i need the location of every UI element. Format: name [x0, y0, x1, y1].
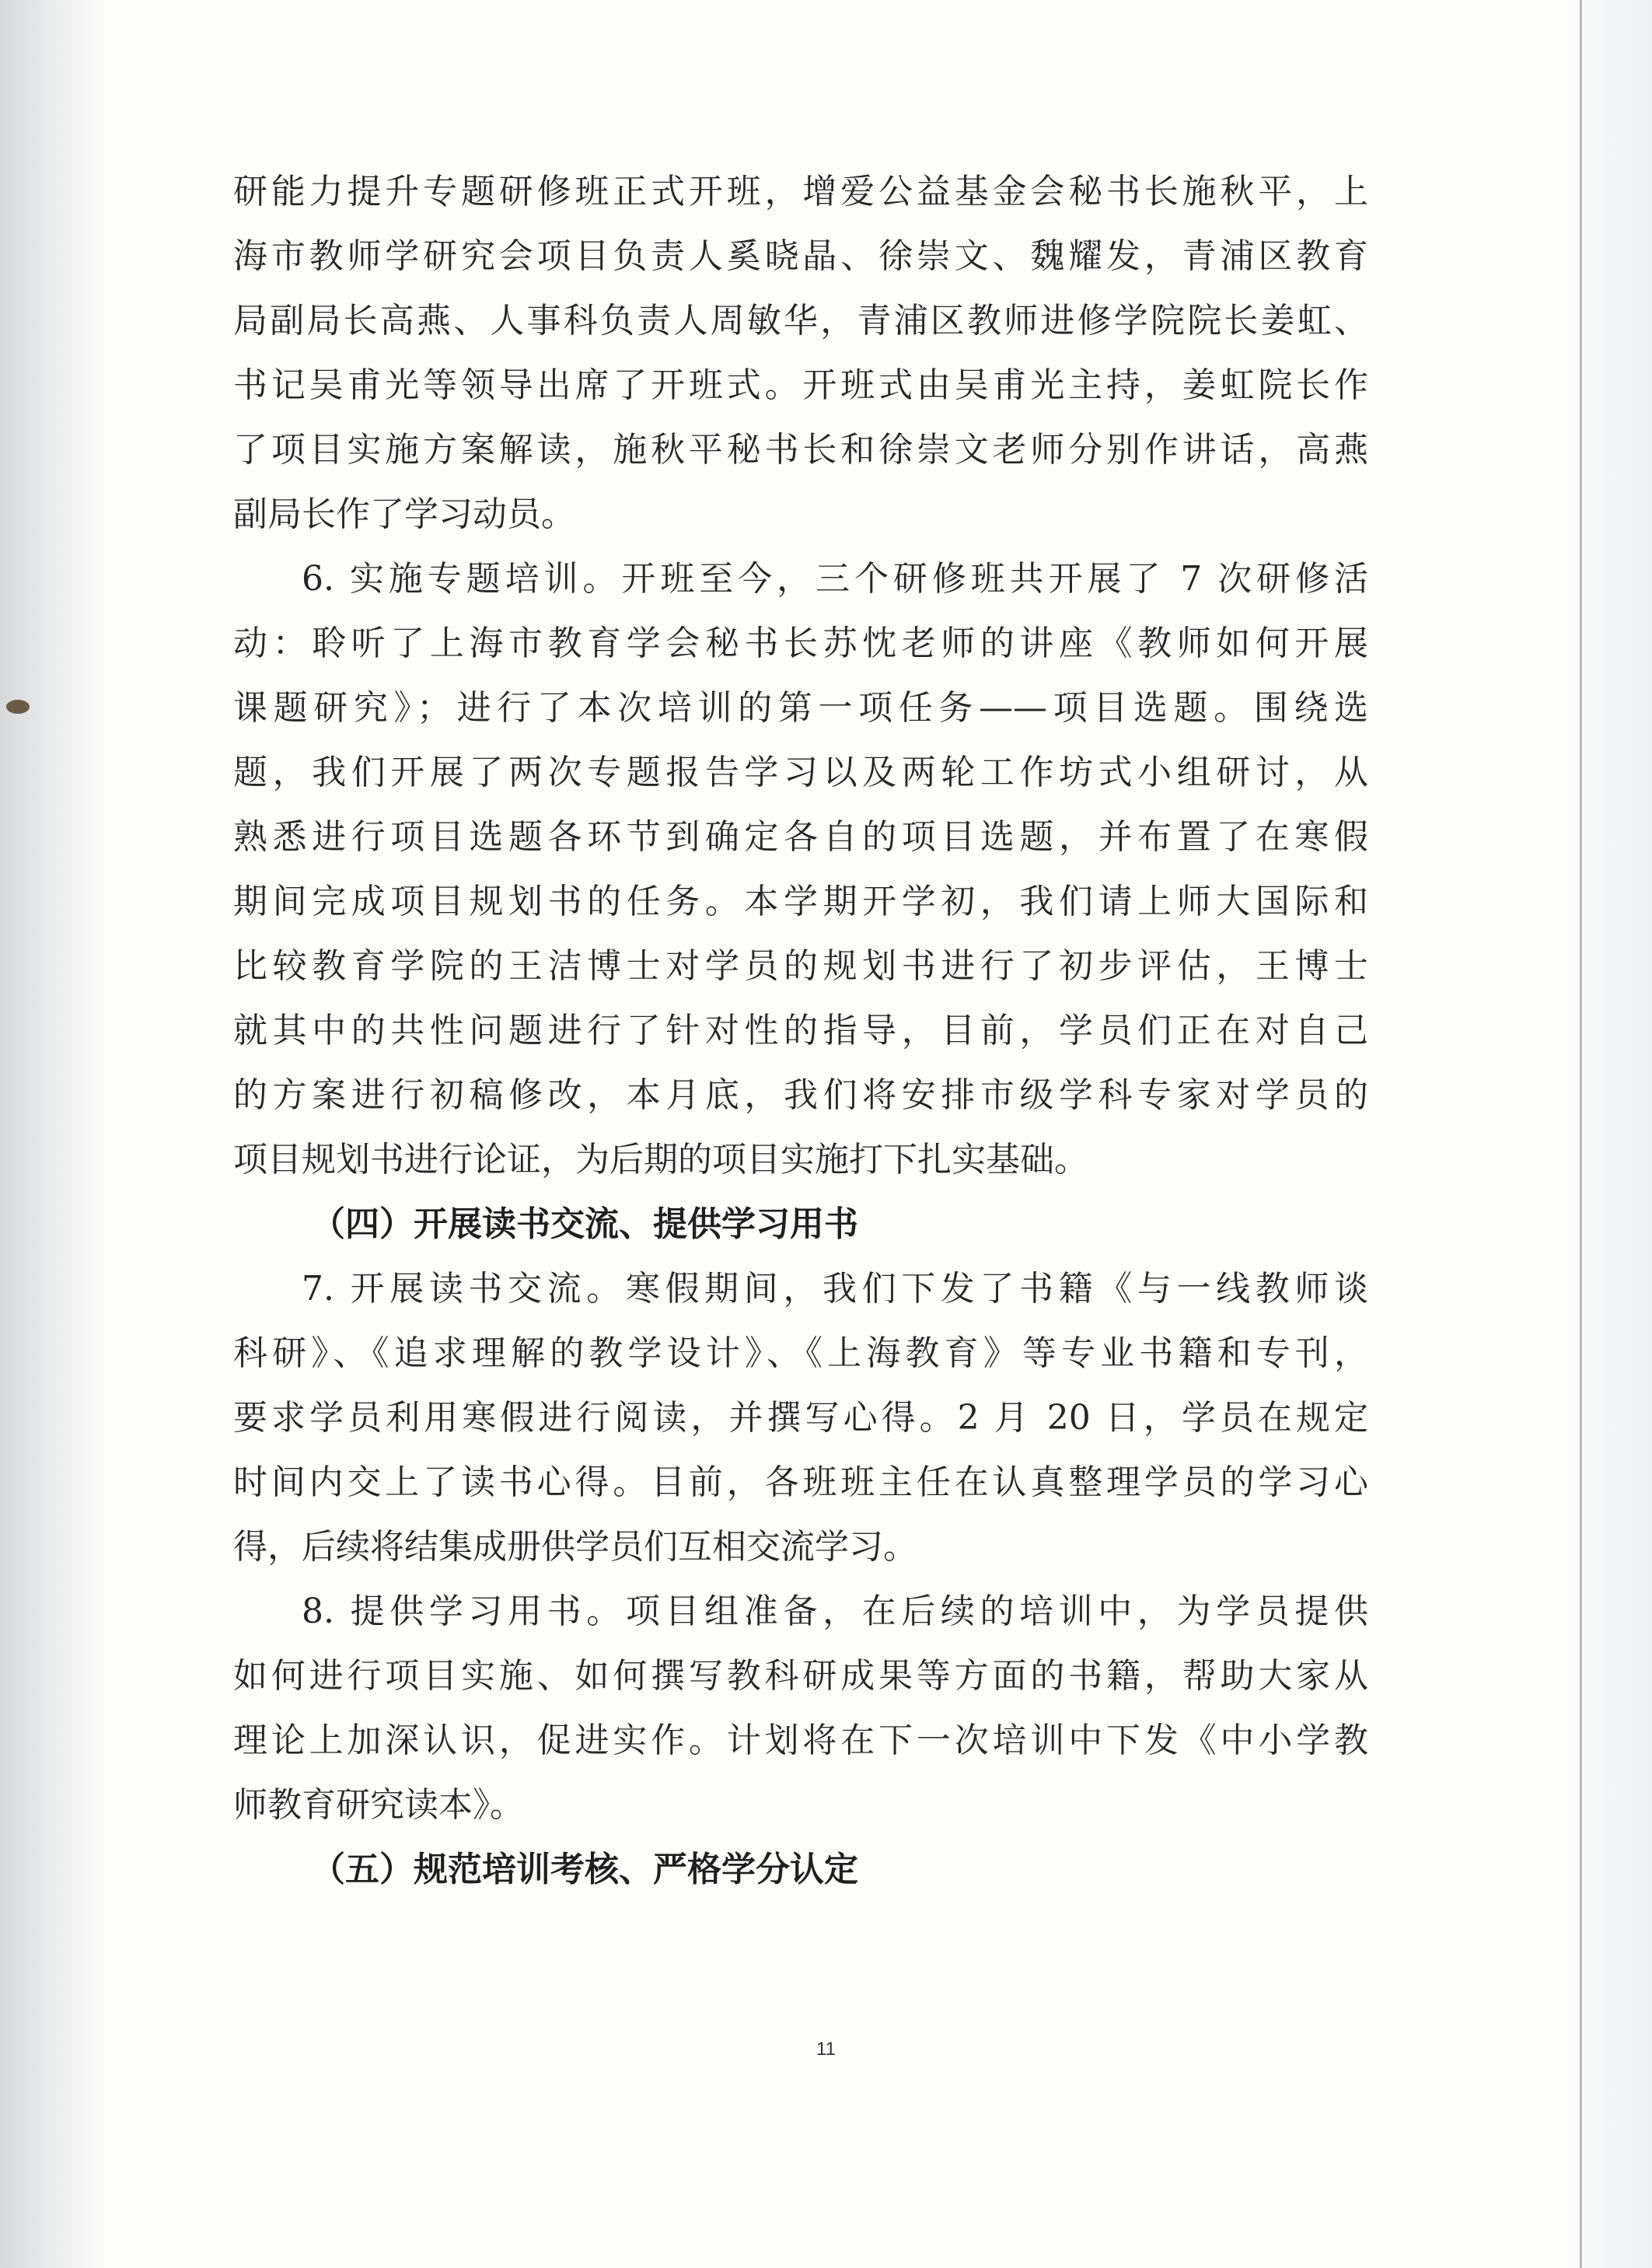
- scan-shadow-left: [0, 0, 109, 2268]
- text-line: 如何进行项目实施、如何撰写教科研成果等方面的书籍，帮助大家从: [233, 1656, 1368, 1696]
- text-line: 海市教师学研究会项目负责人奚晓晶、徐崇文、魏耀发，青浦区教育: [233, 236, 1368, 276]
- text-line: 比较教育学院的王洁博士对学员的规划书进行了初步评估，王博士: [233, 946, 1368, 986]
- paragraph-item-8-start: 8. 提供学习用书。项目组准备，在后续的培训中，为学员提供: [302, 1592, 1368, 1631]
- binding-hole-mark: [6, 700, 30, 714]
- text-line: 副局长作了学习动员。: [233, 494, 575, 534]
- text-line: 得，后续将结集成册供学员们互相交流学习。: [233, 1527, 917, 1567]
- paragraph-item-6-start: 6. 实施专题培训。开班至今，三个研修班共开展了 7 次研修活: [302, 559, 1368, 599]
- page-number: 11: [816, 2039, 836, 2060]
- document-body: [233, 159, 1368, 1902]
- text-line: 的方案进行初稿修改，本月底，我们将安排市级学科专家对学员的: [233, 1075, 1368, 1115]
- text-line: 期间完成项目规划书的任务。本学期开学初，我们请上师大国际和: [233, 882, 1368, 921]
- text-line: 课题研究》；进行了本次培训的第一项任务——项目选题。围绕选: [233, 688, 1368, 728]
- text-line: 动：聆听了上海市教育学会秘书长苏忱老师的讲座《教师如何开展: [233, 624, 1368, 663]
- text-line: 了项目实施方案解读，施秋平秘书长和徐崇文老师分别作讲话，高燕: [233, 430, 1368, 470]
- text-line: 书记吴甫光等领导出席了开班式。开班式由吴甫光主持，姜虹院长作: [233, 365, 1368, 405]
- section-heading-5: （五）规范培训考核、严格学分认定: [311, 1850, 858, 1889]
- text-line: 题，我们开展了两次专题报告学习以及两轮工作坊式小组研讨，从: [233, 753, 1368, 792]
- text-line: 要求学员利用寒假进行阅读，并撰写心得。2 月 20 日，学员在规定: [233, 1398, 1368, 1438]
- paragraph-item-7-start: 7. 开展读书交流。寒假期间，我们下发了书籍《与一线教师谈: [302, 1269, 1368, 1309]
- text-line: 就其中的共性问题进行了针对性的指导，目前，学员们正在对自己: [233, 1011, 1368, 1050]
- text-line: 师教育研究读本》。: [233, 1785, 524, 1825]
- text-line: 项目规划书进行论证，为后期的项目实施打下扎实基础。: [233, 1140, 1088, 1179]
- section-heading-4: （四）开展读书交流、提供学习用书: [311, 1204, 858, 1244]
- text-line: 科研》、《追求理解的教学设计》、《上海教育》等专业书籍和专刊，: [233, 1333, 1368, 1373]
- text-line: 时间内交上了读书心得。目前，各班班主任在认真整理学员的学习心: [233, 1462, 1368, 1502]
- text-line: 理论上加深认识，促进实作。计划将在下一次培训中下发《中小学教: [233, 1721, 1368, 1760]
- text-line: 研能力提升专题研修班正式开班，增爱公益基金会秘书长施秋平，上: [233, 172, 1368, 211]
- text-line: 熟悉进行项目选题各环节到确定各自的项目选题，并布置了在寒假: [233, 817, 1368, 857]
- text-line: 局副局长高燕、人事科负责人周敏华，青浦区教师进修学院院长姜虹、: [233, 301, 1368, 341]
- scan-edge-line: [1580, 0, 1582, 2268]
